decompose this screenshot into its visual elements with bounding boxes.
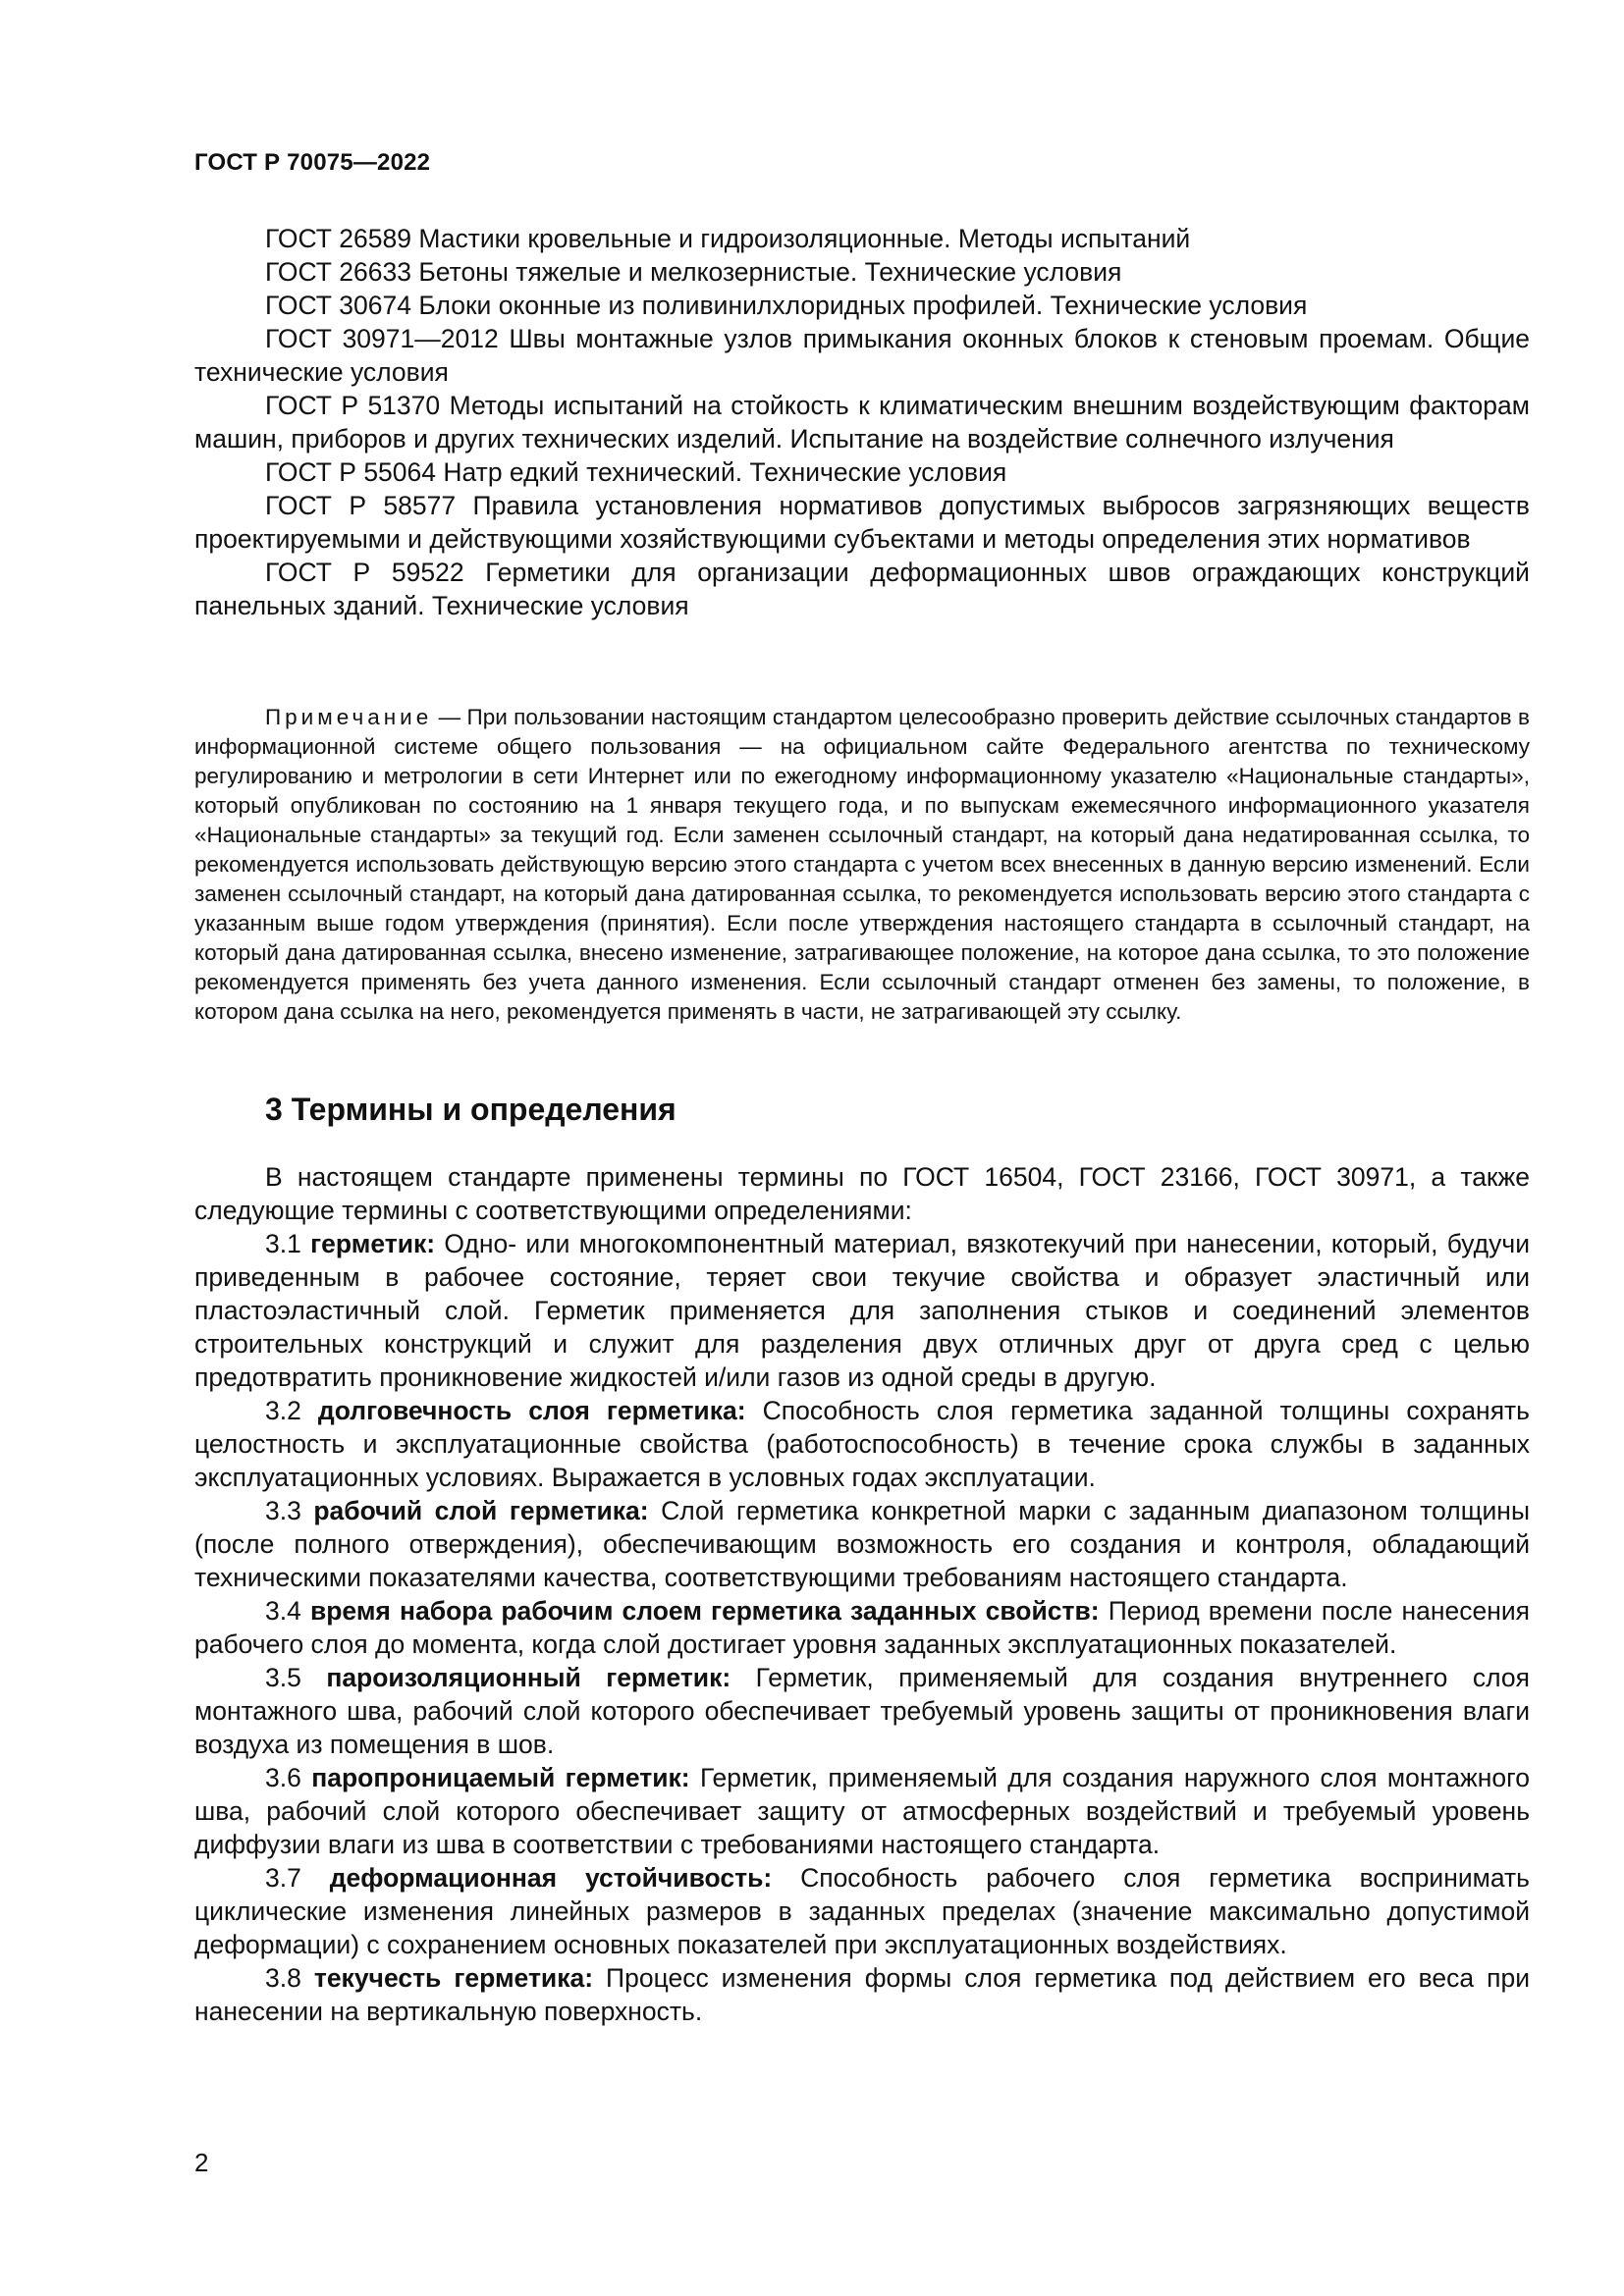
term-entry <box>194 1227 1530 1394</box>
reference-title: Мастики кровельные и гидроизоляционные. Методы испытаний <box>418 224 1191 253</box>
term-number: 3.5 <box>265 1663 301 1692</box>
reference-item <box>194 255 1530 289</box>
term-name: текучесть герметика: <box>313 1963 594 1993</box>
page-number: 2 <box>194 2148 209 2177</box>
term-entry <box>194 1761 1530 1861</box>
term-definition: Одно- или многокомпонентный материал, вязкотекучий при нанесении, который, будучи приведенным в рабочее состояние, теряет свои текучие свойства и образует эластичный или пластоэластичный слой. Герметик применяется для заполнения стыков и соединений элементов строительных конструкций и служит для разделения двух отличных друг от друга сред с целью предотвратить проникновение жидкостей и/или газов из одной среды в другую. <box>194 1229 1530 1392</box>
term-entry <box>194 1661 1530 1761</box>
reference-code: ГОСТ 30971—2012 <box>265 324 499 353</box>
term-name: время набора рабочим слоем герметика заданных свойств: <box>309 1596 1100 1626</box>
reference-item <box>194 222 1530 255</box>
reference-title: Швы монтажные узлов примыкания оконных блоков к стеновым проемам. Общие технические условия <box>194 324 1530 387</box>
term-definition: Способность слоя герметика заданной толщины сохранять целостность и эксплуатационные свойства (работоспособность) в течение срока службы в заданных эксплуатационных условиях. Выражается в условных годах эксплуатации. <box>194 1396 1530 1492</box>
term-definition: Герметик, применяемый для создания наружного слоя монтажного шва, рабочий слой которого обеспечивает защиту от атмосферных воздействий и требуемый уровень диффузии влаги из шва в соответствии с требованиями настоящего стандарта. <box>194 1763 1530 1859</box>
term-name: герметик: <box>310 1229 436 1258</box>
term-name: деформационная устойчивость: <box>329 1863 773 1893</box>
term-number: 3.2 <box>265 1396 301 1425</box>
normative-references <box>194 222 1530 622</box>
term-entry <box>194 1961 1530 2028</box>
note-block <box>194 703 1530 1027</box>
note-label: Примечание <box>265 705 433 729</box>
term-definition: Слой герметика конкретной марки с заданным диапазоном толщины (после полного отверждения), обеспечивающим возможность его создания и контроля, обладающий техническими показателями качества, соответствующими требованиям настоящего стандарта. <box>194 1496 1530 1592</box>
reference-item <box>194 322 1530 389</box>
reference-code: ГОСТ 30674 <box>265 291 411 320</box>
reference-code: ГОСТ Р 55064 <box>265 457 437 487</box>
term-name: пароизоляционный герметик: <box>326 1663 731 1692</box>
term-number: 3.1 <box>265 1229 301 1258</box>
reference-item <box>194 556 1530 622</box>
reference-code: ГОСТ Р 51370 <box>265 391 441 420</box>
term-name: рабочий слой герметика: <box>313 1496 649 1525</box>
term-name: долговечность слоя герметика: <box>317 1396 746 1425</box>
reference-code: ГОСТ 26589 <box>265 224 411 253</box>
reference-title: Методы испытаний на стойкость к климатическим внешним воздействующим факторам машин, приборов и других технических изделий. Испытание на воздействие солнечного излучения <box>194 391 1530 454</box>
term-definition: Способность рабочего слоя герметика воспринимать циклические изменения линейных размеров в заданных пределах (значение максимально допустимой деформации) с сохранением основных показателей при эксплуатационных воздействиях. <box>194 1863 1530 1959</box>
section-heading: 3 Термины и определения <box>265 1092 677 1127</box>
reference-item <box>194 389 1530 455</box>
term-definition: Герметик, применяемый для создания внутреннего слоя монтажного шва, рабочий слой которого обеспечивает требуемый уровень защиты от проникновения влаги воздуха из помещения в шов. <box>194 1663 1530 1759</box>
term-number: 3.8 <box>265 1963 301 1993</box>
reference-title: Правила установления нормативов допустимых выбросов загрязняющих веществ проектируемыми и действующими хозяйствующими субъектами и методы определения этих нормативов <box>194 491 1531 554</box>
reference-item <box>194 289 1530 322</box>
term-number: 3.7 <box>265 1863 301 1893</box>
reference-item <box>194 455 1530 489</box>
term-number: 3.4 <box>265 1596 301 1626</box>
term-number: 3.3 <box>265 1496 301 1525</box>
term-entry <box>194 1494 1530 1594</box>
term-name: паропроницаемый герметик: <box>311 1763 690 1792</box>
note-text: — При пользовании настоящим стандартом целесообразно проверить действие ссылочных стандартов в информационной системе общего пользования — на официальном сайте Федерального агентства по техническому регулированию и метрологии в сети Интернет или по ежегодному информационному указателю «Национальные стандарты», который опубликован по состоянию на 1 января текущего года, и по выпускам ежемесячного информационного указателя «Национальные стандарты» за текущий год. Если заменен ссылочный стандарт, на который дана недатированная ссылка, то рекомендуется использовать действующую версию этого стандарта с учетом всех внесенных в данную версию изменений. Если заменен ссылочный стандарт, на который дана датированная ссылка, то рекомендуется использовать версию этого стандарта с указанным выше годом утверждения (принятия). Если после утверждения настоящего стандарта в ссылочный стандарт, на который дана датированная ссылка, внесено изменение, затрагивающее положение, на которое дана ссылка, то это положение рекомендуется применять без учета данного изменения. Если ссылочный стандарт отменен без замены, то положение, в котором дана ссылка на него, рекомендуется применять в части, не затрагивающей эту ссылку. <box>194 705 1530 1024</box>
reference-code: ГОСТ 26633 <box>265 257 411 287</box>
reference-title: Натр едкий технический. Технические условия <box>443 457 1007 487</box>
reference-title: Герметики для организации деформационных швов ограждающих конструкций панельных зданий. Технические условия <box>194 558 1530 620</box>
reference-code: ГОСТ Р 58577 <box>265 491 457 520</box>
standard-designation: ГОСТ Р 70075—2022 <box>194 149 431 176</box>
reference-item <box>194 489 1530 556</box>
term-entry <box>194 1594 1530 1661</box>
note-paragraph <box>194 703 1530 1027</box>
reference-title: Блоки оконные из поливинилхлоридных профилей. Технические условия <box>418 291 1308 320</box>
term-definition: Период времени после нанесения рабочего слоя до момента, когда слой достигает уровня заданных эксплуатационных показателей. <box>194 1596 1530 1659</box>
term-entry <box>194 1861 1530 1961</box>
term-entry <box>194 1394 1530 1494</box>
term-number: 3.6 <box>265 1763 301 1792</box>
terms-section <box>194 1160 1530 2028</box>
section-intro: В настоящем стандарте применены термины по ГОСТ 16504, ГОСТ 23166, ГОСТ 30971, а также следующие термины с соответствующими определениями: <box>194 1162 1530 1225</box>
reference-title: Бетоны тяжелые и мелкозернистые. Технические условия <box>418 257 1122 287</box>
reference-code: ГОСТ Р 59522 <box>265 558 464 587</box>
term-definition: Процесс изменения формы слоя герметика под действием его веса при нанесении на вертикальную поверхность. <box>194 1963 1530 2026</box>
